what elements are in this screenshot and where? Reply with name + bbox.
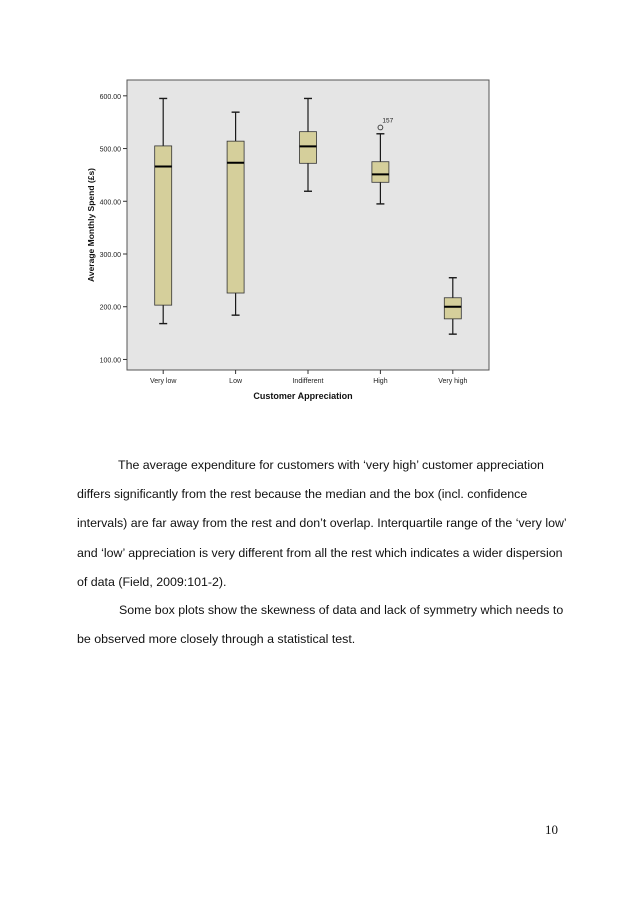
y-tick-label: 600.00: [99, 93, 121, 101]
y-axis-title: Average Monthly Spend (£s): [86, 168, 96, 282]
boxplot-chart: [80, 72, 500, 412]
outlier-label: 157: [382, 117, 394, 125]
box-high: [372, 162, 389, 183]
x-tick-label: Indifferent: [292, 378, 324, 385]
y-tick-label: 200.00: [99, 304, 121, 312]
boxplot-svg: [80, 72, 500, 412]
y-tick-label: 300.00: [99, 252, 121, 259]
page-number: 10: [545, 822, 558, 837]
box-low: [227, 141, 244, 293]
paragraph-1: The average expenditure for customers with ‘very high’ customer appreciation differs significantly from the rest because the median and the box (incl. confidence intervals) are far away from the rest and don’t overlap. Interquartile range of the ‘very low’ and ‘low’ appreciation is very different from all the rest which indicates a wider dispersion of data (Field, 2009:101-2).: [77, 458, 567, 589]
box-indifferent: [300, 132, 317, 164]
x-tick-label: Very high: [438, 378, 468, 385]
paragraph-2: Some box plots show the skewness of data and lack of symmetry which needs to be observed more closely through a statistical test.: [77, 603, 564, 647]
box-very-low: [155, 146, 172, 305]
y-tick-label: 100.00: [99, 357, 121, 365]
y-tick-label: 500.00: [99, 146, 121, 154]
y-tick-label: 400.00: [99, 199, 121, 207]
x-tick-label: Low: [229, 378, 243, 385]
x-tick-label: Very low: [149, 378, 177, 385]
box-very-high: [444, 298, 461, 319]
x-axis-title: Customer Appreciation: [253, 391, 353, 401]
x-tick-label: High: [373, 378, 388, 385]
